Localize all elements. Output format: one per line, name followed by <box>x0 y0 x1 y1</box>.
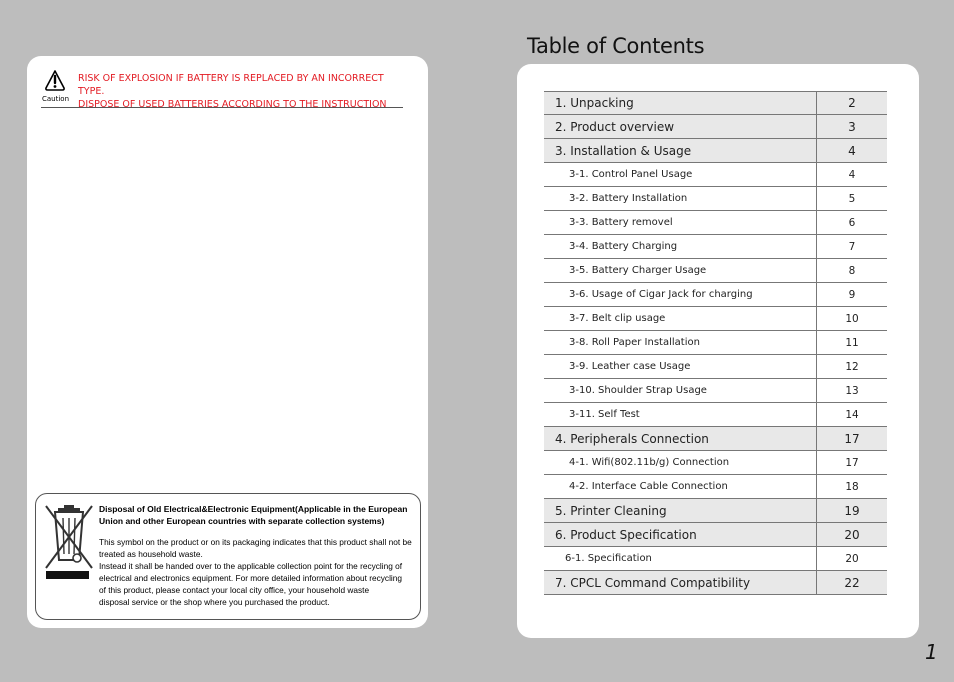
toc-row-label: 4-2. Interface Cable Connection <box>569 481 728 492</box>
toc-row-page: 6 <box>816 211 887 234</box>
toc-row[interactable] <box>544 307 887 331</box>
toc-row[interactable] <box>544 547 887 571</box>
caution-label: Caution <box>42 95 70 103</box>
toc-row[interactable] <box>544 259 887 283</box>
toc-row-page: 20 <box>816 547 887 570</box>
toc-row-page: 7 <box>816 235 887 258</box>
toc-row[interactable] <box>544 523 887 547</box>
toc-row[interactable] <box>544 115 887 139</box>
toc-row[interactable] <box>544 355 887 379</box>
toc-row-page: 10 <box>816 307 887 330</box>
toc-row-label: 3-10. Shoulder Strap Usage <box>569 385 707 396</box>
toc-row-page: 12 <box>816 355 887 378</box>
toc-row-page: 20 <box>816 523 887 546</box>
toc-table <box>544 91 887 595</box>
weee-body-line: treated as household waste. <box>99 549 203 559</box>
weee-bin-icon <box>44 502 94 582</box>
weee-disposal-notice <box>35 493 421 620</box>
toc-row-label: 3-2. Battery Installation <box>569 193 688 204</box>
toc-row-page: 3 <box>816 115 887 138</box>
toc-row-page: 14 <box>816 403 887 426</box>
toc-title: Table of Contents <box>527 34 705 58</box>
toc-row-label: 3-7. Belt clip usage <box>569 313 666 324</box>
toc-row-page: 11 <box>816 331 887 354</box>
toc-row[interactable] <box>544 379 887 403</box>
toc-row-label: 3-9. Leather case Usage <box>569 361 691 372</box>
weee-body-line: Instead it shall be handed over to the applicable collection point for the recycling of <box>99 561 403 571</box>
toc-row[interactable] <box>544 91 887 115</box>
toc-row[interactable] <box>544 571 887 595</box>
toc-row-label: 1. Unpacking <box>555 96 634 110</box>
toc-row[interactable] <box>544 283 887 307</box>
weee-body-line: electrical and electronics equipment. For more detailed information about recycling <box>99 573 402 583</box>
toc-row-label: 6. Product Specification <box>555 527 697 542</box>
weee-body-line: of this product, please contact your local city office, your household waste <box>99 585 370 595</box>
toc-row-page: 4 <box>816 163 887 186</box>
weee-body <box>99 536 417 608</box>
toc-row-page: 13 <box>816 379 887 402</box>
toc-row-page: 17 <box>816 451 887 474</box>
weee-body-line: This symbol on the product or on its packaging indicates that this product shall not be <box>99 537 412 547</box>
toc-row-label: 4-1. Wifi(802.11b/g) Connection <box>569 457 730 468</box>
toc-row[interactable] <box>544 427 887 451</box>
page-number: 1 <box>925 640 938 664</box>
toc-row-label: 6-1. Specification <box>565 553 652 564</box>
left-page <box>27 56 428 628</box>
weee-black-bar <box>46 571 89 579</box>
caution-icon <box>41 68 69 104</box>
caution-text <box>78 72 403 111</box>
toc-row-label: 3-11. Self Test <box>569 409 640 420</box>
toc-row-label: 4. Peripherals Connection <box>555 431 709 446</box>
toc-row-page: 4 <box>816 139 887 162</box>
toc-row-page: 9 <box>816 283 887 306</box>
toc-row-page: 17 <box>816 427 887 450</box>
caution-notice <box>41 68 403 108</box>
toc-row-label: 3. Installation & Usage <box>555 143 692 158</box>
toc-row-page: 2 <box>816 92 887 114</box>
toc-row[interactable] <box>544 331 887 355</box>
toc-row-label: 2. Product overview <box>555 119 675 134</box>
toc-row[interactable] <box>544 475 887 499</box>
toc-row[interactable] <box>544 139 887 163</box>
toc-row-page: 22 <box>816 571 887 594</box>
weee-title-line-2: Union and other European countries with separate collection systems) <box>99 516 385 526</box>
caution-line-1: RISK OF EXPLOSION IF BATTERY IS REPLACED BY AN INCORRECT TYPE. <box>78 73 384 97</box>
caution-line-2: DISPOSE OF USED BATTERIES ACCORDING TO THE INSTRUCTION <box>78 99 387 110</box>
toc-row-label: 3-8. Roll Paper Installation <box>569 337 700 348</box>
toc-row[interactable] <box>544 235 887 259</box>
toc-row[interactable] <box>544 451 887 475</box>
weee-title-line-1: Disposal of Old Electrical&Electronic Equipment(Applicable in the European <box>99 504 408 514</box>
toc-row-label: 7. CPCL Command Compatibility <box>555 575 751 590</box>
toc-row-label: 3-1. Control Panel Usage <box>569 169 693 180</box>
toc-row-label: 3-5. Battery Charger Usage <box>569 265 707 276</box>
toc-row[interactable] <box>544 403 887 427</box>
toc-row[interactable] <box>544 211 887 235</box>
toc-row-page: 19 <box>816 499 887 522</box>
weee-title <box>99 503 417 527</box>
toc-row[interactable] <box>544 499 887 523</box>
toc-row[interactable] <box>544 163 887 187</box>
toc-row-label: 3-3. Battery removel <box>569 217 673 228</box>
toc-row-label: 5. Printer Cleaning <box>555 503 667 518</box>
toc-row-page: 18 <box>816 475 887 498</box>
toc-row-page: 8 <box>816 259 887 282</box>
toc-row-label: 3-4. Battery Charging <box>569 241 678 252</box>
toc-row[interactable] <box>544 187 887 211</box>
weee-body-line: disposal service or the shop where you purchased the product. <box>99 597 330 607</box>
toc-row-label: 3-6. Usage of Cigar Jack for charging <box>569 289 753 300</box>
right-page <box>517 64 919 638</box>
toc-row-page: 5 <box>816 187 887 210</box>
